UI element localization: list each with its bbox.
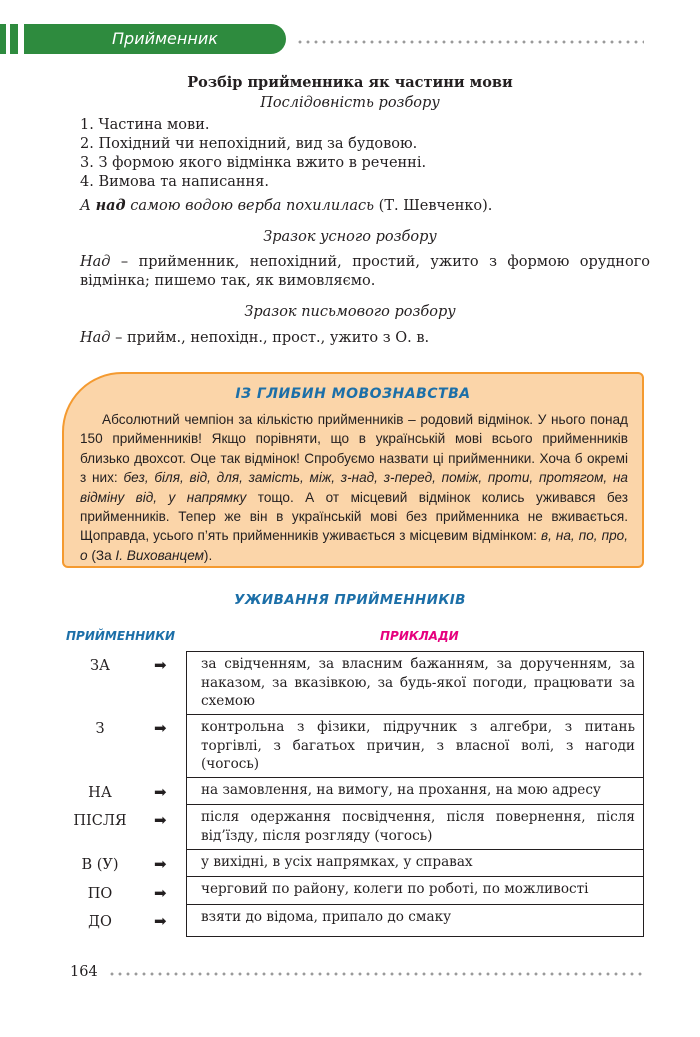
callout-text-b: без, біля, від, для, замість, між, з-над, з-перед, поміж, проти, протягом, на відміну від, у напрямку — [80, 470, 628, 505]
row-example: взяти до відома, припало до смаку — [186, 904, 644, 937]
row-preposition: ДО — [88, 914, 112, 930]
arrow-right-icon: ➡ — [154, 912, 167, 930]
example-post: самою водою верба похилилась — [125, 198, 375, 214]
analysis-title: Розбір прийменника як частини мови — [187, 74, 513, 91]
step-3: 3. З формою якого відмінка вжито в реченні. — [80, 155, 427, 171]
section-title: Прийменник — [24, 24, 286, 54]
written-word: Над — [80, 330, 111, 346]
arrow-right-icon: ➡ — [154, 811, 167, 829]
arrow-right-icon: ➡ — [154, 884, 167, 902]
analysis-subtitle: Послідовність розбору — [260, 95, 440, 111]
callout-text-f: І. Вихованцем — [115, 547, 204, 563]
callout-text-a: Абсолютний чемпіон за кількістю прийменників – родовий відмінок. У нього понад 150 прийменників! Якщо порівняти, що в українській мові всього прийменників близько двохсот. Оце так відмінок! Спробуємо назвати ці прийменники. Хоча б окремі з них: — [80, 412, 628, 486]
page-number: 164 — [70, 964, 98, 980]
example-author: (Т. Шевченко). — [374, 198, 493, 214]
written-line — [80, 329, 650, 348]
row-example: черговий по району, колеги по роботі, по можливості — [186, 876, 644, 905]
callout-text-e: (За — [87, 547, 116, 563]
callout-text — [80, 410, 628, 565]
row-example: після одержання посвідчення, після повернення, після від’їзду, після розгляду (чогось) — [186, 804, 644, 850]
written-text: – прийм., непохідн., прост., ужито з О. в. — [110, 330, 430, 346]
row-example: на замовлення, на вимогу, на прохання, на мою адресу — [186, 777, 644, 805]
footer-dotted-rule — [108, 972, 644, 976]
callout-text-c: тощо. А от місцевий відмінок колись уживався без прийменників. Тепер же він в українській мові без прийменника не вживається. Щоправда, усього п’ять прийменників уживається з місцевим відмінком: — [80, 489, 628, 544]
header-bar-accent — [10, 24, 18, 54]
header-dotted-rule — [296, 40, 644, 44]
step-2: 2. Похідний чи непохідний, вид за будовою. — [80, 136, 418, 152]
oral-word: Над — [80, 254, 111, 270]
arrow-right-icon: ➡ — [154, 783, 167, 801]
oral-line-1 — [80, 253, 650, 272]
example-pre: А — [80, 198, 96, 214]
step-1: 1. Частина мови. — [80, 117, 210, 133]
oral-text-1: – прийменник, непохідний, простий, ужито з формою орудного — [110, 254, 650, 270]
row-preposition: ЗА — [89, 658, 110, 674]
example-preposition: над — [95, 197, 126, 214]
row-preposition: З — [95, 721, 105, 737]
callout-text-g: ). — [203, 547, 213, 563]
example-sentence — [80, 196, 650, 216]
callout-title: ІЗ ГЛИБИН МОВОЗНАВСТВА — [235, 386, 471, 402]
column-header-examples: ПРИКЛАДИ — [380, 629, 459, 643]
row-example: контрольна з фізики, підручник з алгебри, з питань торгівлі, з багатьох причин, з власної волі, з нагоди (чогось) — [186, 714, 644, 778]
usage-title: УЖИВАННЯ ПРИЙМЕННИКІВ — [234, 592, 466, 608]
row-preposition: В (У) — [81, 857, 119, 873]
callout-text-d: в, на, по, про, о — [80, 528, 629, 563]
arrow-right-icon: ➡ — [154, 656, 167, 674]
oral-title: Зразок усного розбору — [263, 229, 437, 245]
row-preposition: ПО — [87, 886, 113, 902]
column-header-prepositions: ПРИЙМЕННИКИ — [66, 629, 176, 643]
arrow-right-icon: ➡ — [154, 855, 167, 873]
step-4: 4. Вимова та написання. — [80, 174, 269, 190]
arrow-right-icon: ➡ — [154, 719, 167, 737]
header-bar-left — [0, 24, 6, 54]
row-example: за свідченням, за власним бажанням, за дорученням, за наказом, за вказівкою, за будь-якої погоди, працювати за схемою — [186, 651, 644, 715]
written-title: Зразок письмового розбору — [244, 304, 456, 320]
row-example: у вихідні, в усіх напрямках, у справах — [186, 849, 644, 877]
row-preposition: ПІСЛЯ — [73, 813, 127, 829]
oral-line-2: відмінка; пишемо так, як вимовляємо. — [80, 273, 376, 289]
row-preposition: НА — [88, 785, 112, 801]
